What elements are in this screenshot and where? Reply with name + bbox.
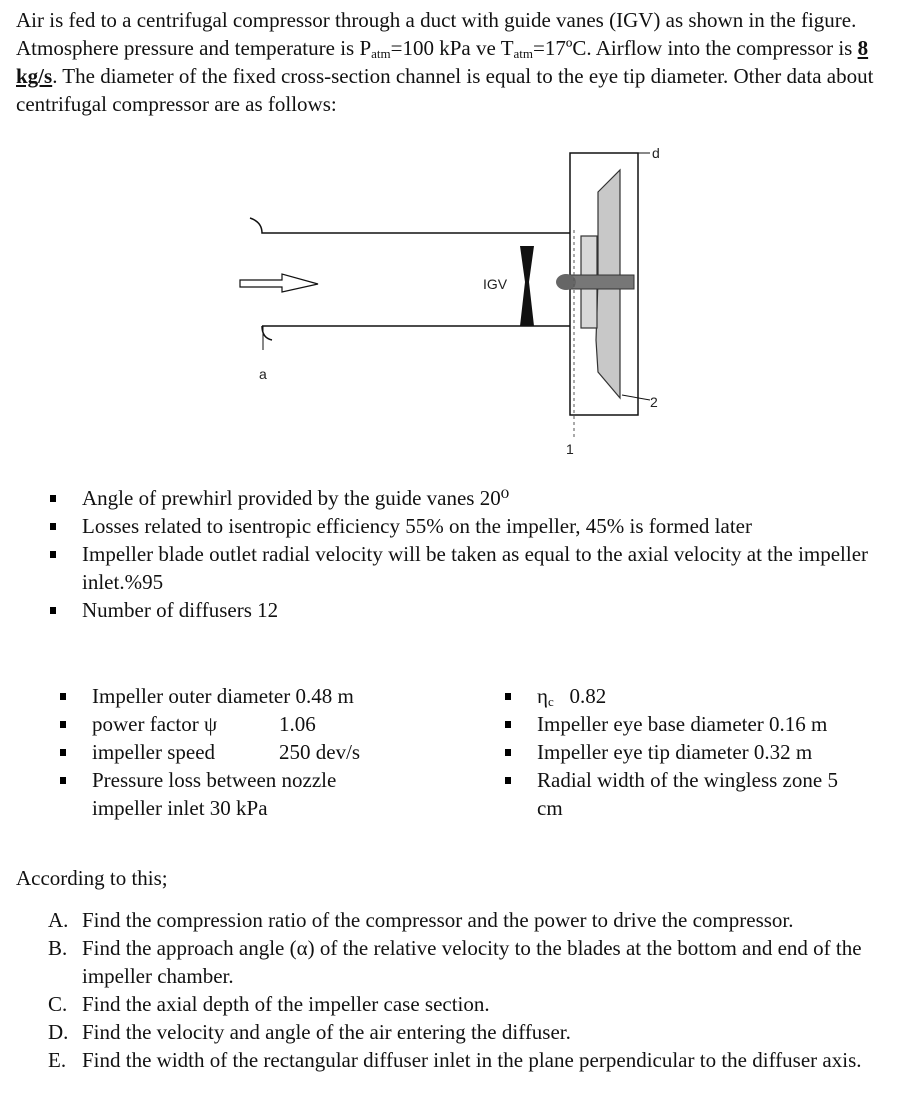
duct-bottom-wall (262, 326, 570, 340)
data-list-left (92, 682, 472, 822)
condition-item: Angle of prewhirl provided by the guide vanes 20⁰ (82, 484, 882, 512)
question-item: B. Find the approach angle (α) of the relative velocity to the blades at the bottom and end of the impeller chamber. (48, 936, 862, 988)
data-item: power factor ψ 1.06 (92, 710, 472, 738)
data-item: Impeller eye tip diameter 0.32 m (537, 738, 877, 766)
data-item: impeller speed 250 dev/s (92, 738, 472, 766)
data-item: Impeller eye base diameter 0.16 m (537, 710, 877, 738)
label-a: a (259, 366, 267, 382)
label-2: 2 (650, 394, 658, 410)
according-text: According to this; (16, 866, 168, 890)
data-item: Radial width of the wingless zone 5 cm (537, 766, 847, 822)
condition-item: Number of diffusers 12 (82, 596, 882, 624)
label-d: d (652, 145, 660, 161)
condition-item: Losses related to isentropic efficiency 55% on the impeller, 45% is formed later (82, 512, 882, 540)
problem-intro: Air is fed to a centrifugal compressor through a duct with guide vanes (IGV) as shown in the figure. Atmosphere pressure and temperature is $P_{atm}=100$ kPa ve $T_{atm}=17ºC$. Airflow into the compressor is 8 kg/s. The diameter of the fixed cross-section channel is equal to the eye tip diameter. Other data about centrifugal compressor are as follows: (16, 8, 874, 116)
data-item-eta: $\eta_c$ 0.82 (537, 682, 877, 710)
hub-nose (556, 274, 576, 290)
data-item: Impeller outer diameter 0.48 m (92, 682, 472, 710)
label-igv: IGV (483, 276, 508, 292)
question-item: C. Find the axial depth of the impeller case section. (48, 992, 490, 1016)
flow-arrow-icon (240, 274, 318, 292)
question-item: A. Find the compression ratio of the compressor and the power to drive the compressor. (48, 908, 794, 932)
shaft (566, 275, 634, 289)
question-item: D. Find the velocity and angle of the air entering the diffuser. (48, 1020, 571, 1044)
label-1: 1 (566, 441, 574, 457)
airflow-value: 8 kg/s (16, 36, 869, 88)
condition-item: Impeller blade outlet radial velocity will be taken as equal to the axial velocity at the impeller inlet.%95 (82, 540, 882, 596)
data-item: Pressure loss between nozzle impeller inlet 30 kPa (92, 766, 362, 822)
condition-list (82, 484, 882, 624)
compressor-figure (0, 140, 906, 460)
question-item: E. Find the width of the rectangular diffuser inlet in the plane perpendicular to the diffuser axis. (48, 1048, 862, 1072)
duct-top-wall (250, 218, 570, 233)
igv-vane (520, 246, 534, 326)
data-list-right (537, 682, 877, 822)
question-list (48, 906, 892, 1074)
